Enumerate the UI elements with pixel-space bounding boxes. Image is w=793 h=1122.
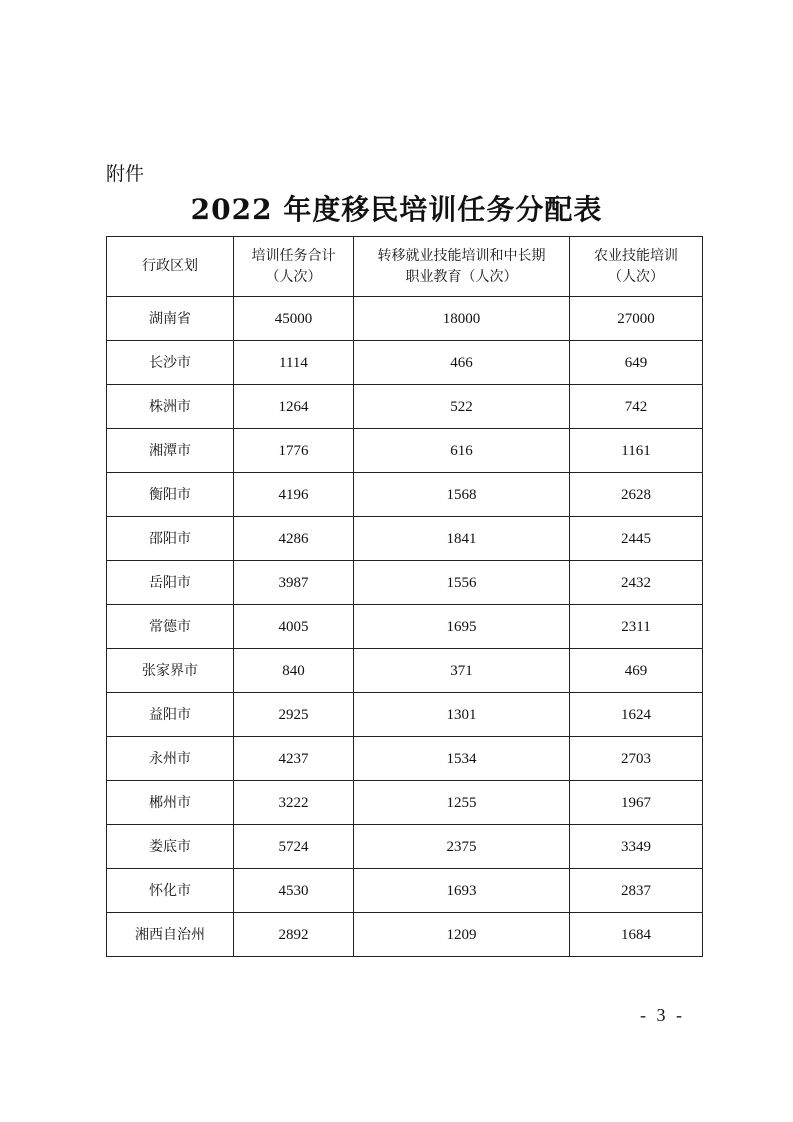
agricultural-training-cell: 2432: [570, 561, 703, 605]
employment-training-cell: 522: [354, 385, 570, 429]
table-row: [107, 561, 703, 605]
table-row: [107, 869, 703, 913]
employment-training-cell: 1255: [354, 781, 570, 825]
agricultural-training-cell: 2837: [570, 869, 703, 913]
column-header-employment-training: 转移就业技能培训和中长期 职业教育（人次）: [354, 237, 570, 297]
agricultural-training-cell: 3349: [570, 825, 703, 869]
column-header-region: 行政区划: [107, 237, 234, 297]
employment-training-cell: 1209: [354, 913, 570, 957]
table-row: [107, 385, 703, 429]
employment-training-cell: 466: [354, 341, 570, 385]
table-row: [107, 693, 703, 737]
table-row: [107, 605, 703, 649]
agricultural-training-cell: 649: [570, 341, 703, 385]
region-cell: 岳阳市: [107, 561, 234, 605]
region-cell: 长沙市: [107, 341, 234, 385]
table-row: [107, 517, 703, 561]
agricultural-training-cell: 1967: [570, 781, 703, 825]
region-cell: 邵阳市: [107, 517, 234, 561]
total-cell: 45000: [234, 297, 354, 341]
total-cell: 5724: [234, 825, 354, 869]
total-cell: 1114: [234, 341, 354, 385]
agricultural-training-cell: 1161: [570, 429, 703, 473]
agricultural-training-cell: 27000: [570, 297, 703, 341]
page-title: 2022 年度移民培训任务分配表: [190, 193, 603, 226]
total-cell: 1264: [234, 385, 354, 429]
agricultural-training-cell: 1684: [570, 913, 703, 957]
task-allocation-table: [106, 236, 703, 957]
agricultural-training-cell: 2703: [570, 737, 703, 781]
attachment-label: 附件: [106, 163, 145, 185]
page-number: - 3 -: [640, 1005, 685, 1025]
total-cell: 4530: [234, 869, 354, 913]
agricultural-training-cell: 2628: [570, 473, 703, 517]
total-cell: 840: [234, 649, 354, 693]
employment-training-cell: 1568: [354, 473, 570, 517]
employment-training-cell: 1695: [354, 605, 570, 649]
total-cell: 4196: [234, 473, 354, 517]
region-cell: 湘西自治州: [107, 913, 234, 957]
employment-training-cell: 616: [354, 429, 570, 473]
region-cell: 永州市: [107, 737, 234, 781]
total-cell: 4005: [234, 605, 354, 649]
region-cell: 湖南省: [107, 297, 234, 341]
employment-training-cell: 1556: [354, 561, 570, 605]
agricultural-training-cell: 469: [570, 649, 703, 693]
column-header-agricultural-training: 农业技能培训 （人次）: [570, 237, 703, 297]
table-row: [107, 297, 703, 341]
table-row: [107, 781, 703, 825]
total-cell: 2925: [234, 693, 354, 737]
table-row: [107, 341, 703, 385]
employment-training-cell: 1693: [354, 869, 570, 913]
region-cell: 湘潭市: [107, 429, 234, 473]
employment-training-cell: 2375: [354, 825, 570, 869]
region-cell: 益阳市: [107, 693, 234, 737]
table-row: [107, 473, 703, 517]
total-cell: 2892: [234, 913, 354, 957]
table-row: [107, 429, 703, 473]
agricultural-training-cell: 742: [570, 385, 703, 429]
region-cell: 常德市: [107, 605, 234, 649]
employment-training-cell: 1841: [354, 517, 570, 561]
table-row: [107, 825, 703, 869]
table-row: [107, 649, 703, 693]
agricultural-training-cell: 2445: [570, 517, 703, 561]
region-cell: 衡阳市: [107, 473, 234, 517]
total-cell: 3222: [234, 781, 354, 825]
employment-training-cell: 1301: [354, 693, 570, 737]
agricultural-training-cell: 2311: [570, 605, 703, 649]
table-row: [107, 737, 703, 781]
table-row: [107, 913, 703, 957]
region-cell: 娄底市: [107, 825, 234, 869]
employment-training-cell: 18000: [354, 297, 570, 341]
table-header-row: [107, 237, 703, 297]
region-cell: 郴州市: [107, 781, 234, 825]
region-cell: 怀化市: [107, 869, 234, 913]
total-cell: 4237: [234, 737, 354, 781]
employment-training-cell: 1534: [354, 737, 570, 781]
total-cell: 4286: [234, 517, 354, 561]
employment-training-cell: 371: [354, 649, 570, 693]
column-header-total: 培训任务合计 （人次）: [234, 237, 354, 297]
region-cell: 株洲市: [107, 385, 234, 429]
agricultural-training-cell: 1624: [570, 693, 703, 737]
region-cell: 张家界市: [107, 649, 234, 693]
total-cell: 3987: [234, 561, 354, 605]
total-cell: 1776: [234, 429, 354, 473]
